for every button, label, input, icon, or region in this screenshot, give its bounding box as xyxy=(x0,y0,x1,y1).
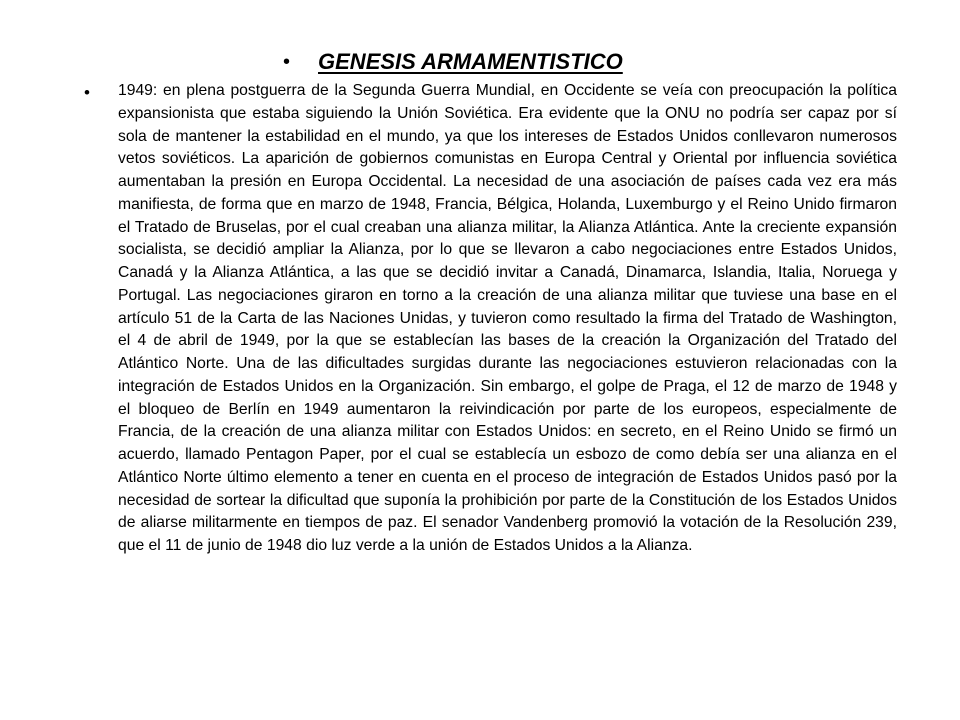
body-paragraph: 1949: en plena postguerra de la Segunda Guerra Mundial, en Occidente se veía con preocupación la política expansionista que estaba siguiendo la Unión Soviética. Era evidente que la ONU no podría ser capaz por sí sola de mantener la estabilidad en el mundo, ya que los intereses de Estados Unidos conllevaron numerosos vetos soviéticos. La aparición de gobiernos comunistas en Europa Central y Oriental por influencia soviética aumentaban la presión en Europa Occidental. La necesidad de una asociación de países cada vez era más manifiesta, de forma que en marzo de 1948, Francia, Bélgica, Holanda, Luxemburgo y el Reino Unido firmaron el Tratado de Bruselas, por el cual creaban una alianza militar, la Alianza Atlántica. Ante la creciente expansión socialista, se decidió ampliar la Alianza, por lo que se llevaron a cabo negociaciones entre Estados Unidos, Canadá y la Alianza Atlántica, a las que se decidió invitar a Canadá, Dinamarca, Islandia, Italia, Noruega y Portugal. Las negociaciones giraron en torno a la creación de una alianza militar que tuviese una base en el artículo 51 de la Carta de las Naciones Unidas, y tuvieron como resultado la firma del Tratado de Washington, el 4 de abril de 1949, por la que se establecían las bases de la creación la Organización del Tratado del Atlántico Norte. Una de las dificultades surgidas durante las negociaciones estuvieron relacionadas con la integración de Estados Unidos en la Organización. Sin embargo, el golpe de Praga, el 12 de marzo de 1948 y el bloqueo de Berlín en 1949 aumentaron la reivindicación por parte de los europeos, especialmente de Francia, de la creación de una alianza militar con Estados Unidos: en secreto, en el Reino Unido se firmó un acuerdo, llamado Pentagon Paper, por el cual se establecía un esbozo de como debía ser una alianza en el Atlántico Norte último elemento a tener en cuenta en el proceso de integración de Estados Unidos pasó por la necesidad de sortear la dificultad que suponía la prohibición por parte de la Constitución de los Estados Unidos de aliarse militarmente en tiempos de paz. El senador Vandenberg promovió la votación de la Resolución 239, que el 11 de junio de 1948 dio luz verde a la unión de Estados Unidos a la Alianza. xyxy=(118,82,897,554)
slide-title: GENESIS ARMAMENTISTICO xyxy=(318,49,623,74)
title-row xyxy=(283,44,623,80)
title-bullet: • xyxy=(283,51,291,73)
body-bullet: • xyxy=(84,83,90,102)
